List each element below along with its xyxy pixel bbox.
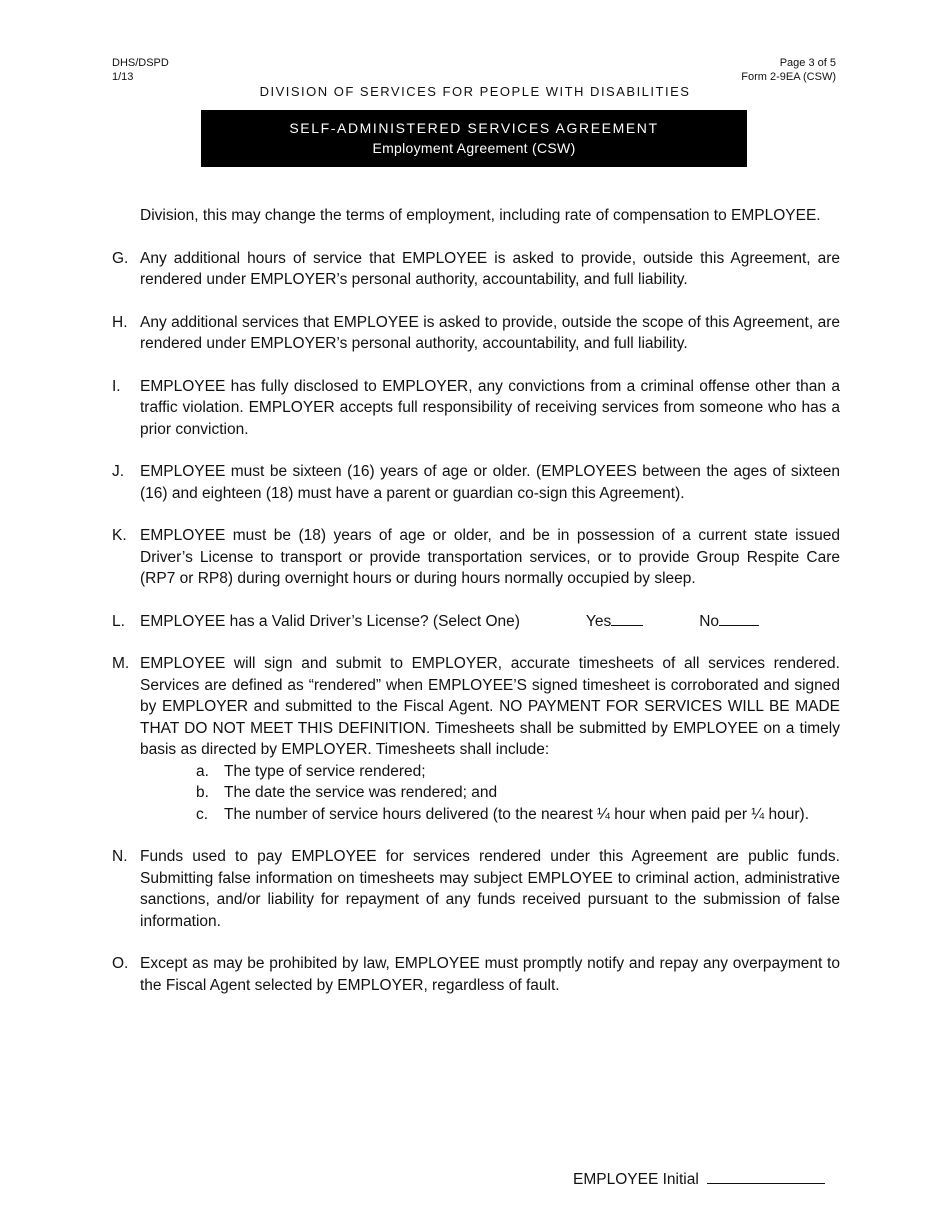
clause-text: Except as may be prohibited by law, EMPLOYEE must promptly notify and repay any overpayment to the Fiscal Agent selected by EMPLOYER, regardless of fault. <box>140 955 840 994</box>
clause-text: EMPLOYEE must be sixteen (16) years of age or older. (EMPLOYEES between the ages of sixteen (16) and eighteen (18) must have a parent or guardian co-sign this Agreement). <box>140 463 840 502</box>
title-banner <box>201 110 747 167</box>
list-marker: b. <box>196 784 209 801</box>
clause-g <box>112 248 840 291</box>
clause-marker: M. <box>112 655 130 672</box>
license-yes-label: Yes <box>585 612 612 630</box>
clause-j <box>112 461 840 504</box>
clause-text: Any additional hours of service that EMPLOYEE is asked to provide, outside this Agreement, are rendered under EMPLOYER’s personal authority, accountability, and full liability. <box>140 249 840 288</box>
list-item <box>196 804 840 826</box>
document-subtitle: Employment Agreement (CSW) <box>372 140 576 156</box>
license-no-label: No <box>699 612 720 630</box>
license-no-blank[interactable] <box>719 611 759 626</box>
clause-marker: I. <box>112 377 121 395</box>
employee-initial-label: EMPLOYEE Initial <box>573 1171 699 1188</box>
clause-marker: G. <box>112 249 129 267</box>
clause-h <box>112 312 840 355</box>
clause-i <box>112 376 840 441</box>
list-text: The number of service hours delivered (to the nearest ¼ hour when paid per ¼ hour). <box>224 805 810 823</box>
document-title: SELF-ADMINISTERED SERVICES AGREEMENT <box>289 120 659 136</box>
list-marker: c. <box>196 805 209 823</box>
clause-marker: L. <box>112 612 125 630</box>
license-question: EMPLOYEE has a Valid Driver’s License? (Select One) <box>140 612 520 630</box>
employee-initial-field[interactable] <box>707 1165 825 1184</box>
clause-text: EMPLOYEE must be (18) years of age or older, and be in possession of a current state issued Driver’s License to transport or provide transportation services, or to provide Group Respite Care (RP7 or RP8) during overnight hours or during hours normally occupied by sleep. <box>140 527 840 587</box>
clause-marker: N. <box>112 848 128 865</box>
clause-o <box>112 953 840 996</box>
clause-text: EMPLOYEE has fully disclosed to EMPLOYER, any convictions from a criminal offense other than a traffic violation. EMPLOYER accepts full responsibility of receiving services from someone who has a prior conviction. <box>140 377 840 438</box>
form-date: 1/13 <box>112 71 134 83</box>
form-id: DHS/DSPD <box>112 57 169 69</box>
continued-paragraph: Division, this may change the terms of employment, including rate of compensation to EMPLOYEE. <box>140 207 821 224</box>
list-marker: a. <box>196 762 209 780</box>
form-code <box>112 56 169 84</box>
timesheet-requirements-list <box>196 761 840 826</box>
clause-marker: J. <box>112 463 125 480</box>
list-item <box>196 782 840 804</box>
clause-marker: H. <box>112 313 128 331</box>
page-info <box>741 56 836 84</box>
clause-n <box>112 846 840 932</box>
agreement-body <box>112 205 840 1017</box>
clause-text: Funds used to pay EMPLOYEE for services rendered under this Agreement are public funds. Submitting false information on timesheets may subject EMPLOYEE to criminal action, administrative sanctions, and/or liability for repayment of any funds received pursuant to the submission of false information. <box>140 848 840 930</box>
clause-marker: O. <box>112 955 129 972</box>
license-yes-blank[interactable] <box>611 611 643 626</box>
list-text: The type of service rendered; <box>224 762 426 780</box>
clause-k <box>112 525 840 590</box>
division-heading: DIVISION OF SERVICES FOR PEOPLE WITH DISABILITIES <box>259 84 691 99</box>
form-number: Form 2-9EA (CSW) <box>741 71 836 83</box>
clause-text: EMPLOYEE will sign and submit to EMPLOYER, accurate timesheets of all services rendered. Services are defined as “rendered” when EMPLOYEE’S signed timesheet is corroborated and signed by EMPLOYER and submitted to the Fiscal Agent. NO PAYMENT FOR SERVICES WILL BE MADE THAT DO NOT MEET THIS DEFINITION. Timesheets shall be submitted by EMPLOYEE on a timely basis as directed by EMPLOYER. Timesheets shall include: <box>140 655 840 758</box>
clause-marker: K. <box>112 527 127 544</box>
clause-text: Any additional services that EMPLOYEE is asked to provide, outside the scope of this Agreement, are rendered under EMPLOYER’s personal authority, accountability, and full liability. <box>140 313 840 352</box>
employee-initial <box>573 1165 825 1189</box>
list-text: The date the service was rendered; and <box>224 784 498 801</box>
page-number: Page 3 of 5 <box>779 57 836 69</box>
list-item <box>196 761 840 783</box>
clause-m <box>112 653 840 825</box>
clause-l <box>112 611 840 633</box>
